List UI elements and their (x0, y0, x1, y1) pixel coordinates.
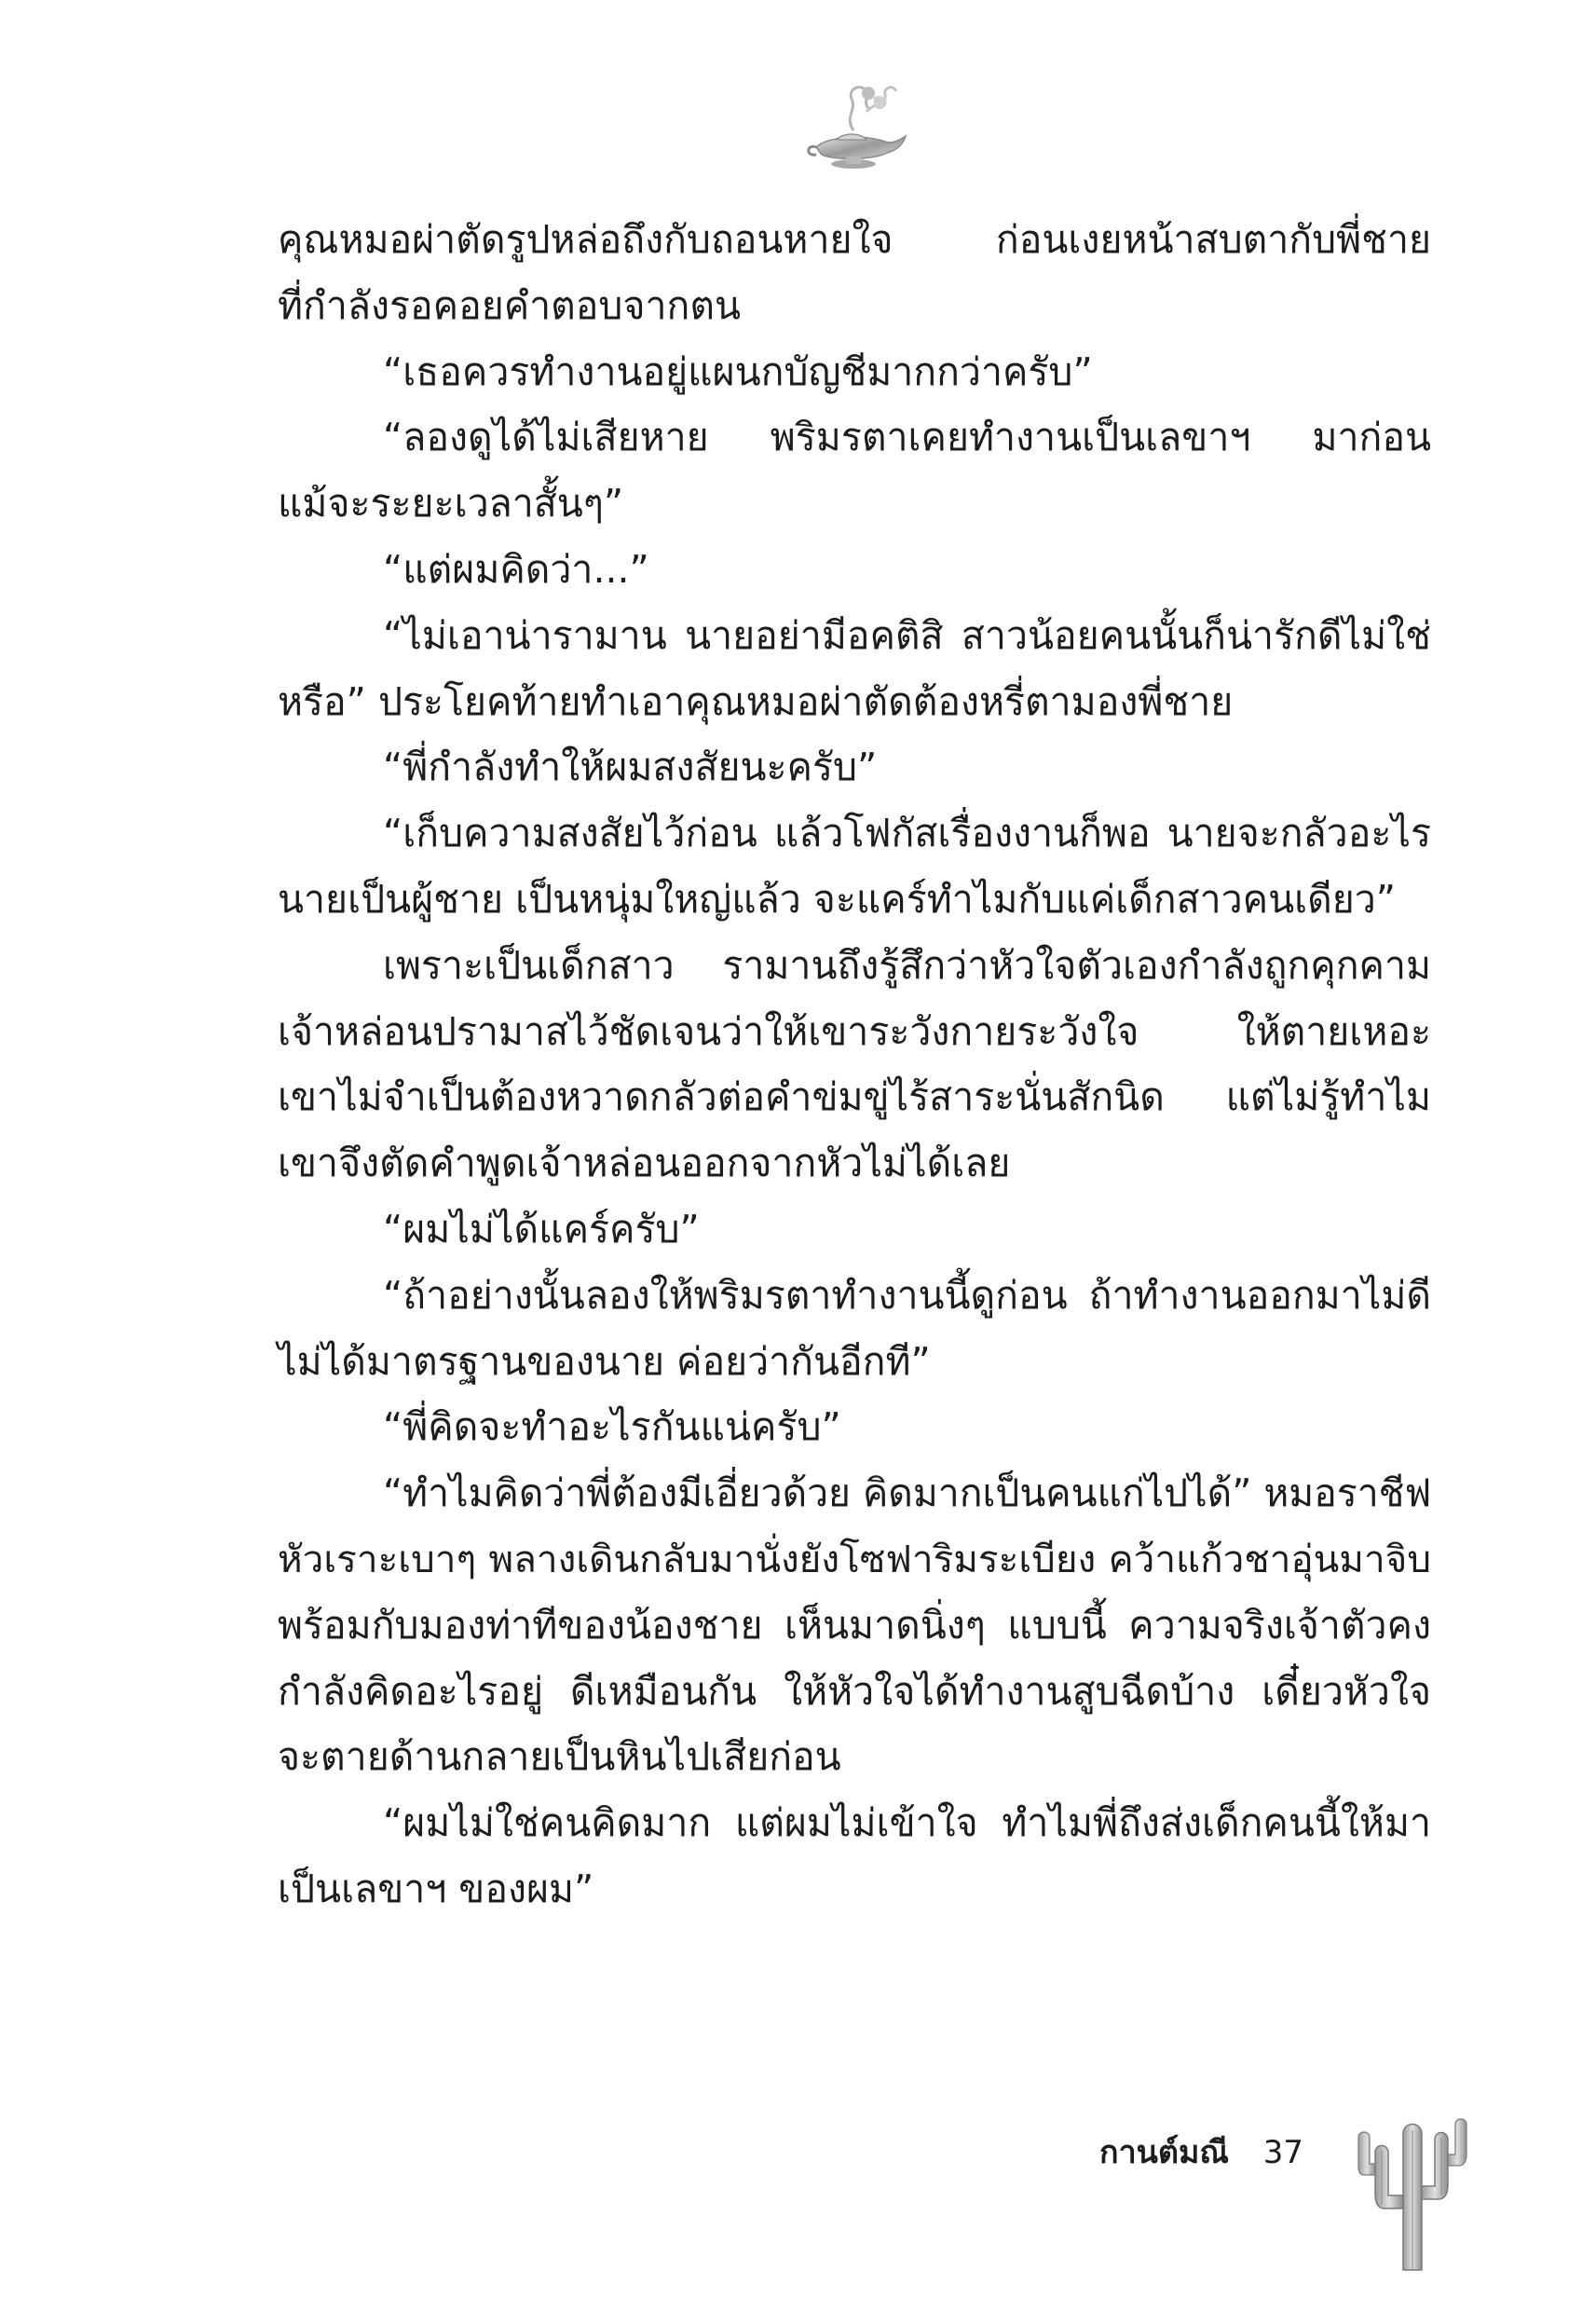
text-line: นายเป็นผู้ชาย เป็นหนุ่มใหญ่แล้ว จะแคร์ทำไมกับแค่เด็กสาวคนเดียว” (278, 876, 1397, 922)
text-line: แม้จะระยะเวลาสั้นๆ” (278, 481, 624, 526)
text-line: เพราะเป็นเด็กสาว รามานถึงรู้สึกว่าหัวใจตัวเองกำลังถูกคุกคาม (383, 942, 1431, 988)
text-line: หรือ” ประโยคท้ายทำเอาคุณหมอผ่าตัดต้องหรี่ตามองพี่ชาย (278, 678, 1234, 724)
paragraph (278, 933, 1431, 1197)
paragraph (278, 537, 1431, 603)
book-title: กานต์มณี (1099, 2134, 1229, 2171)
paragraph (278, 1394, 1431, 1460)
text-line: “ทำไมคิดว่าพี่ต้องมีเอี่ยวด้วย คิดมากเป็นคนแก่ไปได้” หมอราชีฟ (383, 1470, 1432, 1516)
genie-lamp-ornament-icon (799, 75, 911, 177)
text-line: จะตายด้านกลายเป็นหินไปเสียก่อน (278, 1734, 841, 1780)
text-line: ไม่ได้มาตรฐานของนาย ค่อยว่ากันอีกที” (278, 1338, 931, 1384)
paragraph (278, 1263, 1431, 1395)
text-line: “ผมไม่ใช่คนคิดมาก แต่ผมไม่เข้าใจ ทำไมพี่ถึงส่งเด็กคนนี้ให้มา (383, 1800, 1431, 1846)
text-line: “เก็บความสงสัยไว้ก่อน แล้วโฟกัสเรื่องงานก็พอ นายจะกลัวอะไร (383, 811, 1431, 856)
text-line: เขาจึงตัดคำพูดเจ้าหล่อนออกจากหัวไม่ได้เลย (278, 1141, 1011, 1186)
paragraph (278, 603, 1431, 735)
text-line: เป็นเลขาฯ ของผม” (278, 1866, 594, 1911)
body-text (278, 207, 1431, 1922)
text-line: กำลังคิดอะไรอยู่ ดีเหมือนกัน ให้หัวใจได้ทำงานสูบฉีดบ้าง เดี๋ยวหัวใจ (278, 1668, 1431, 1714)
paragraph (278, 800, 1431, 933)
text-line: ที่กำลังรอคอยคำตอบจากตน (278, 282, 741, 328)
text-line: “ไม่เอาน่ารามาน นายอย่ามีอคติสิ สาวน้อยคนนั้นก็น่ารักดีไม่ใช่ (383, 612, 1431, 658)
text-line: เขาไม่จำเป็นต้องหวาดกลัวต่อคำข่มขู่ไร้สาระนั่นสักนิด แต่ไม่รู้ทำไม (278, 1074, 1431, 1120)
page-number: 37 (1262, 2134, 1304, 2171)
cactus-ornament-icon (1357, 2097, 1468, 2274)
text-line: เจ้าหล่อนปรามาสไว้ชัดเจนว่าให้เขาระวังกายระวังใจ ให้ตายเหอะ (278, 1008, 1431, 1054)
text-line: พร้อมกับมองท่าทีของน้องชาย เห็นมาดนิ่งๆ แบบนี้ ความจริงเจ้าตัวคง (278, 1602, 1431, 1648)
paragraph (278, 1790, 1431, 1922)
text-line: “พี่คิดจะทำอะไรกันแน่ครับ” (383, 1404, 841, 1450)
text-line: “พี่กำลังทำให้ผมสงสัยนะครับ” (383, 745, 878, 790)
text-line: “ผมไม่ได้แคร์ครับ” (383, 1206, 700, 1251)
text-line: “แต่ผมคิดว่า...” (383, 546, 649, 592)
text-line: หัวเราะเบาๆ พลางเดินกลับมานั่งยังโซฟาริมระเบียง คว้าแก้วชาอุ่นมาจิบ (278, 1536, 1431, 1581)
page-footer (1099, 2125, 1303, 2181)
text-line: “เธอควรทำงานอยู่แผนกบัญชีมากกว่าครับ” (383, 349, 1093, 394)
text-line: “ลองดูได้ไม่เสียหาย พริมรตาเคยทำงานเป็นเลขาฯ มาก่อน (383, 415, 1431, 460)
paragraph (278, 1460, 1431, 1790)
paragraph (278, 734, 1431, 800)
text-line: คุณหมอผ่าตัดรูปหล่อถึงกับถอนหายใจ ก่อนเงยหน้าสบตากับพี่ชาย (278, 217, 1431, 262)
paragraph (278, 207, 1431, 339)
paragraph (278, 339, 1431, 405)
paragraph (278, 404, 1431, 537)
text-line: “ถ้าอย่างนั้นลองให้พริมรตาทำงานนี้ดูก่อน ถ้าทำงานออกมาไม่ดี (383, 1272, 1431, 1318)
paragraph (278, 1197, 1431, 1263)
